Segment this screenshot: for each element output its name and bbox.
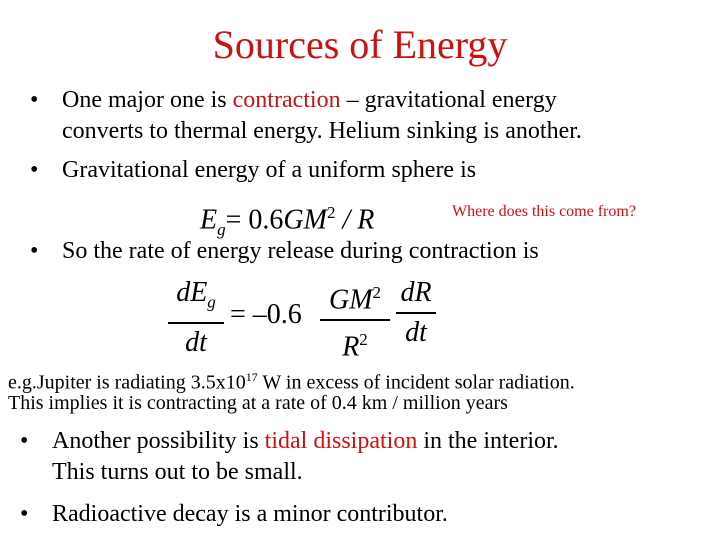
fraction-numerator: $GM^2$: [328, 283, 382, 316]
bullet-marker: •: [30, 87, 39, 113]
bullet-marker: •: [20, 428, 29, 454]
equation-note: Where does this come from?: [452, 203, 636, 220]
eq-coefficient: = –0.6: [230, 299, 302, 330]
bullet-text-end: – gravitational energy: [340, 87, 557, 113]
example-jupiter-line2: This implies it is contracting at a rate of 0.4 km / million years: [8, 392, 508, 414]
bullet-text: Another possibility is tidal dissipation in the interior.: [52, 428, 559, 454]
eq-symbol-GM: GM: [283, 204, 327, 236]
fraction-bar: [396, 312, 436, 314]
bullet-text-line2: converts to thermal energy. Helium sinking is another.: [62, 118, 582, 144]
bullet-text: Gravitational energy of a uniform sphere is: [62, 157, 477, 183]
bullet-marker: •: [30, 157, 39, 183]
fraction-denominator: dt: [405, 317, 427, 348]
fraction-bar: [320, 319, 390, 321]
bullet-text: So the rate of energy release during contraction is: [62, 238, 539, 264]
bullet-marker: •: [20, 501, 29, 527]
fraction-dR-dt: [396, 276, 436, 350]
fraction-GM2-R2: [320, 276, 390, 365]
bullet-text: Radioactive decay is a minor contributor.: [52, 501, 448, 527]
eq-symbol-R: / R: [335, 204, 375, 236]
fraction-dEg-dt: [168, 276, 224, 360]
eq-subscript-g: g: [217, 219, 226, 239]
highlight-contraction: contraction: [232, 87, 341, 113]
bullet-marker: •: [30, 238, 39, 264]
eq-coefficient: = 0.6: [225, 204, 284, 236]
fraction-numerator: $dE_g$: [176, 277, 216, 312]
bullet-text: [62, 85, 557, 116]
eq-symbol-E: E: [200, 204, 218, 236]
eq-power: 2: [326, 203, 336, 222]
fraction-denominator: dt: [185, 326, 207, 358]
bullet-text-line2: This turns out to be small.: [52, 459, 303, 485]
fraction-numerator: dR: [400, 277, 432, 308]
fraction-denominator: $R^2$: [342, 330, 368, 363]
fraction-bar: [168, 322, 224, 324]
highlight-tidal-dissipation: tidal dissipation: [264, 428, 418, 454]
example-jupiter-line1: e.g.Jupiter is radiating $3.5x10^{17}$ W in excess of incident solar radiation.: [8, 370, 575, 394]
bullet-text-start: One major one is: [62, 87, 233, 113]
slide-title: Sources of Energy: [212, 22, 508, 67]
